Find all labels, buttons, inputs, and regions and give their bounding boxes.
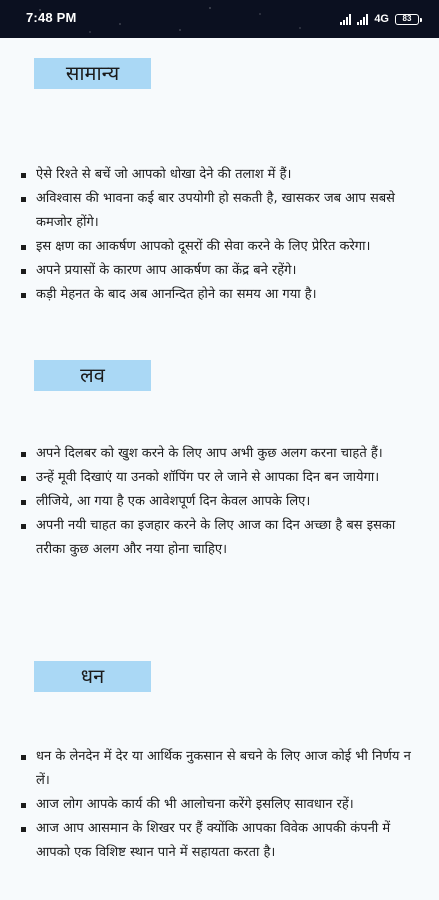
status-time: 7:48 PM — [26, 10, 77, 25]
general-list — [0, 163, 439, 307]
horoscope-content[interactable] — [0, 38, 439, 900]
list-item: अविश्वास की भावना कई बार उपयोगी हो सकती है, खासकर जब आप सबसे कमजोर होंगे। — [0, 187, 439, 235]
list-item: लीजिये, आ गया है एक आवेशपूर्ण दिन केवल आपके लिए। — [0, 490, 439, 514]
love-list — [0, 442, 439, 562]
list-item: अपनी नयी चाहत का इजहार करने के लिए आज का दिन अच्छा है बस इसका तरीका कुछ अलग और नया होना चाहिए। — [0, 514, 439, 562]
list-item: आज आप आसमान के शिखर पर हैं क्योंकि आपका विवेक आपकी कंपनी में आपको एक विशिष्ट स्थान पाने में सहायता करता है। — [0, 817, 439, 865]
list-item: ऐसे रिश्ते से बचें जो आपको धोखा देने की तलाश में हैं। — [0, 163, 439, 187]
list-item: धन के लेनदेन में देर या आर्थिक नुकसान से बचने के लिए आज कोई भी निर्णय न लें। — [0, 745, 439, 793]
status-bar — [0, 0, 439, 38]
battery-icon — [395, 14, 419, 25]
list-item: अपने प्रयासों के कारण आप आकर्षण का केंद्र बने रहेंगे। — [0, 259, 439, 283]
list-item: अपने दिलबर को खुश करने के लिए आप अभी कुछ अलग करना चाहते हैं। — [0, 442, 439, 466]
list-item: कड़ी मेहनत के बाद अब आनन्दित होने का समय आ गया है। — [0, 283, 439, 307]
section-title-money: धन — [34, 661, 151, 692]
list-item: इस क्षण का आकर्षण आपको दूसरों की सेवा करने के लिए प्रेरित करेगा। — [0, 235, 439, 259]
signal-strength-icon — [340, 14, 351, 25]
list-item: आज लोग आपके कार्य की भी आलोचना करेंगे इसलिए सावधान रहें। — [0, 793, 439, 817]
status-indicators — [340, 10, 419, 28]
list-item: उन्हें मूवी दिखाएं या उनको शॉपिंग पर ले जाने से आपका दिन बन जायेगा। — [0, 466, 439, 490]
signal-strength-icon-2 — [357, 14, 368, 25]
section-title-general: सामान्य — [34, 58, 151, 89]
section-title-love: लव — [34, 360, 151, 391]
money-list — [0, 745, 439, 865]
battery-level: 83 — [402, 14, 412, 23]
network-type-label: 4G — [374, 13, 389, 25]
